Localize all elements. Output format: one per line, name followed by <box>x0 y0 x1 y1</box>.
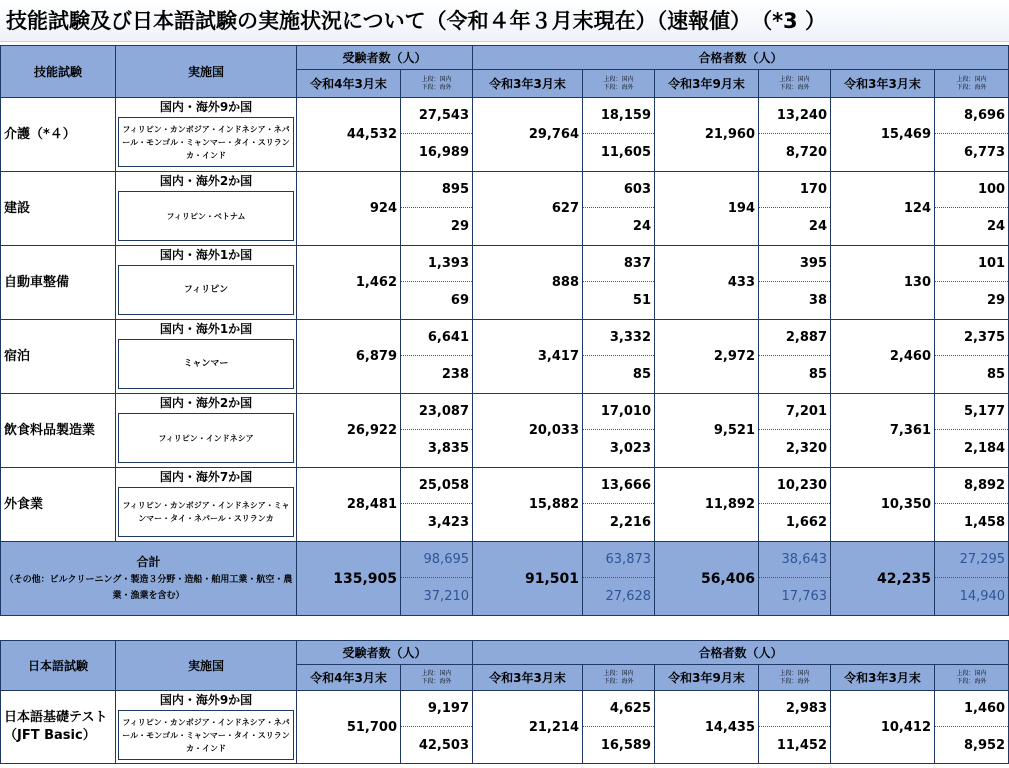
header-r3-9: 令和3年9月末 <box>655 665 759 691</box>
p2-split: 10,230 1,662 <box>759 468 831 542</box>
header-r3-3: 令和3年3月末 <box>473 70 583 98</box>
p3-split: 101 29 <box>935 246 1009 320</box>
exam-split: 6,641 238 <box>401 320 473 394</box>
p1-split: 18,159 11,605 <box>583 98 655 172</box>
total-exam: 135,905 <box>297 542 401 616</box>
table-row <box>1 246 1009 320</box>
total-p2-split: 38,643 17,763 <box>759 542 831 616</box>
p3-total: 7,361 <box>831 394 935 468</box>
table-row <box>1 691 1009 764</box>
p1-split: 17,010 3,023 <box>583 394 655 468</box>
total-p3: 42,235 <box>831 542 935 616</box>
header-host: 実施国 <box>116 46 297 98</box>
table-row <box>1 320 1009 394</box>
p2-total: 14,435 <box>655 691 759 764</box>
host-countries: フィリピン・ベトナム <box>118 191 294 241</box>
exam-total: 44,532 <box>297 98 401 172</box>
total-p1-split: 63,873 27,628 <box>583 542 655 616</box>
p1-total: 888 <box>473 246 583 320</box>
exam-total: 28,481 <box>297 468 401 542</box>
exam-total: 6,879 <box>297 320 401 394</box>
total-row <box>1 542 1009 616</box>
p3-split: 1,460 8,952 <box>935 691 1009 764</box>
header-note: 上段：国内 下段：海外 <box>935 70 1009 98</box>
exam-total: 1,462 <box>297 246 401 320</box>
exam-split: 27,543 16,989 <box>401 98 473 172</box>
skill-name: 介護（*４） <box>1 98 116 172</box>
exam-split: 1,393 69 <box>401 246 473 320</box>
header-r3-3b: 令和3年3月末 <box>831 70 935 98</box>
p1-total: 15,882 <box>473 468 583 542</box>
header-note: 上段：国内 下段：海外 <box>583 665 655 691</box>
total-exam-split: 98,695 37,210 <box>401 542 473 616</box>
host-cell <box>116 691 297 764</box>
exam-split: 9,197 42,503 <box>401 691 473 764</box>
header-examinees: 受験者数（人） <box>297 46 473 70</box>
header-japanese-exam: 日本語試験 <box>1 641 116 691</box>
japanese-exam-table <box>0 640 1009 764</box>
host-summary: 国内・海外7か国 <box>159 470 253 484</box>
host-countries: フィリピン・カンボジア・インドネシア・ネパール・モンゴル・ミャンマー・タイ・スリランカ・インド <box>118 710 294 760</box>
skill-exam-table <box>0 45 1009 616</box>
p2-split: 2,983 11,452 <box>759 691 831 764</box>
p3-total: 2,460 <box>831 320 935 394</box>
p2-split: 2,887 85 <box>759 320 831 394</box>
exam-split: 895 29 <box>401 172 473 246</box>
table-row <box>1 98 1009 172</box>
p3-split: 8,892 1,458 <box>935 468 1009 542</box>
skill-name: 自動車整備 <box>1 246 116 320</box>
p3-split: 5,177 2,184 <box>935 394 1009 468</box>
header-note: 上段：国内 下段：海外 <box>759 70 831 98</box>
header-note: 上段：国内 下段：海外 <box>759 665 831 691</box>
p2-total: 433 <box>655 246 759 320</box>
total-p2: 56,406 <box>655 542 759 616</box>
host-countries: ミャンマー <box>118 339 294 389</box>
header-examinees: 受験者数（人） <box>297 641 473 665</box>
p2-split: 170 24 <box>759 172 831 246</box>
total-p3-split: 27,295 14,940 <box>935 542 1009 616</box>
p2-total: 9,521 <box>655 394 759 468</box>
p2-split: 7,201 2,320 <box>759 394 831 468</box>
p3-total: 10,350 <box>831 468 935 542</box>
host-countries: フィリピン・カンボジア・インドネシア・ネパール・モンゴル・ミャンマー・タイ・スリランカ・インド <box>118 117 294 167</box>
header-r3-3b: 令和3年3月末 <box>831 665 935 691</box>
host-cell <box>116 98 297 172</box>
table-row <box>1 468 1009 542</box>
p2-total: 11,892 <box>655 468 759 542</box>
page-title: 技能試験及び日本語試験の実施状況について（令和４年３月末現在）（速報値） （*3 ） <box>0 0 1009 42</box>
host-summary: 国内・海外2か国 <box>159 396 253 410</box>
host-countries: フィリピン・カンボジア・インドネシア・ミャンマー・タイ・ネパール・スリランカ <box>118 487 294 537</box>
total-label: 合計 （その他：ビルクリーニング・製造３分野・造船・舶用工業・航空・農業・漁業を含む） <box>1 542 297 616</box>
p1-total: 3,417 <box>473 320 583 394</box>
p1-total: 20,033 <box>473 394 583 468</box>
p1-total: 29,764 <box>473 98 583 172</box>
header-note: 上段：国内 下段：海外 <box>401 70 473 98</box>
p3-total: 10,412 <box>831 691 935 764</box>
p1-total: 627 <box>473 172 583 246</box>
p1-split: 13,666 2,216 <box>583 468 655 542</box>
host-summary: 国内・海外9か国 <box>159 100 253 114</box>
host-summary: 国内・海外1か国 <box>159 248 253 262</box>
header-note: 上段：国内 下段：海外 <box>935 665 1009 691</box>
header-skill-exam: 技能試験 <box>1 46 116 98</box>
p1-split: 3,332 85 <box>583 320 655 394</box>
exam-split: 25,058 3,423 <box>401 468 473 542</box>
p2-split: 395 38 <box>759 246 831 320</box>
p3-split: 8,696 6,773 <box>935 98 1009 172</box>
p2-total: 194 <box>655 172 759 246</box>
host-cell <box>116 320 297 394</box>
header-r3-3: 令和3年3月末 <box>473 665 583 691</box>
host-cell <box>116 468 297 542</box>
header-note: 上段：国内 下段：海外 <box>401 665 473 691</box>
skill-name: 飲食料品製造業 <box>1 394 116 468</box>
p1-split: 4,625 16,589 <box>583 691 655 764</box>
skill-name: 宿泊 <box>1 320 116 394</box>
table-row <box>1 394 1009 468</box>
p3-total: 15,469 <box>831 98 935 172</box>
header-r3-9: 令和3年9月末 <box>655 70 759 98</box>
exam-name: 日本語基礎テスト（JFT Basic） <box>1 691 116 764</box>
p2-total: 2,972 <box>655 320 759 394</box>
p2-total: 21,960 <box>655 98 759 172</box>
exam-total: 924 <box>297 172 401 246</box>
table-row <box>1 172 1009 246</box>
exam-total: 51,700 <box>297 691 401 764</box>
p3-split: 2,375 85 <box>935 320 1009 394</box>
exam-split: 23,087 3,835 <box>401 394 473 468</box>
p1-split: 837 51 <box>583 246 655 320</box>
host-summary: 国内・海外1か国 <box>159 322 253 336</box>
host-cell <box>116 246 297 320</box>
host-cell <box>116 172 297 246</box>
p1-split: 603 24 <box>583 172 655 246</box>
p3-total: 124 <box>831 172 935 246</box>
p2-split: 13,240 8,720 <box>759 98 831 172</box>
p3-split: 100 24 <box>935 172 1009 246</box>
p3-total: 130 <box>831 246 935 320</box>
header-r4-3: 令和4年3月末 <box>297 70 401 98</box>
skill-name: 建設 <box>1 172 116 246</box>
total-p1: 91,501 <box>473 542 583 616</box>
host-countries: フィリピン・インドネシア <box>118 413 294 463</box>
host-countries: フィリピン <box>118 265 294 315</box>
host-summary: 国内・海外2か国 <box>159 174 253 188</box>
p1-total: 21,214 <box>473 691 583 764</box>
header-passers: 合格者数（人） <box>473 46 1009 70</box>
header-note: 上段：国内 下段：海外 <box>583 70 655 98</box>
exam-total: 26,922 <box>297 394 401 468</box>
header-host: 実施国 <box>116 641 297 691</box>
host-cell <box>116 394 297 468</box>
skill-name: 外食業 <box>1 468 116 542</box>
header-r4-3: 令和4年3月末 <box>297 665 401 691</box>
header-passers: 合格者数（人） <box>473 641 1009 665</box>
host-summary: 国内・海外9か国 <box>159 693 253 707</box>
